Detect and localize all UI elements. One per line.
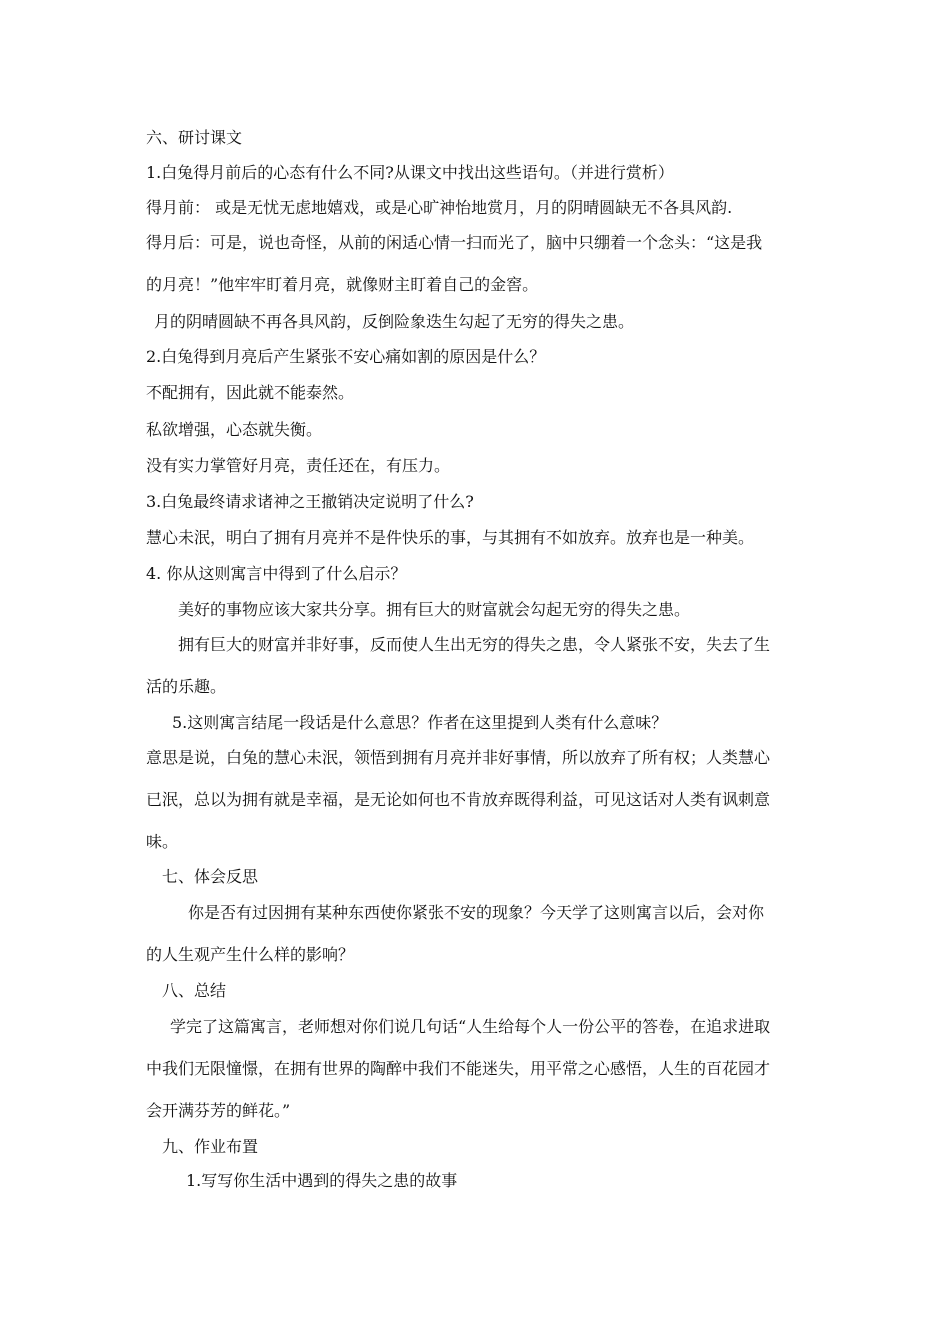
answer-line: 没有实力掌管好月亮，责任还在，有压力。	[146, 456, 451, 475]
reflection-line: 你是否有过因拥有某种东西使你紧张不安的现象？今天学了这则寓言以后，会对你	[188, 903, 765, 922]
question-2: 2.白兔得到月亮后产生紧张不安心痛如割的原因是什么？	[146, 347, 546, 366]
question-5: 5.这则寓言结尾一段话是什么意思？作者在这里提到人类有什么意味？	[172, 713, 668, 732]
answer-line: 不配拥有，因此就不能泰然。	[146, 383, 355, 402]
section-heading-9: 九、作业布置	[162, 1137, 259, 1156]
summary-line: 会开满芬芳的鲜花。”	[146, 1101, 291, 1120]
answer-line: 美好的事物应该大家共分享。拥有巨大的财富就会勾起无穷的得失之患。	[178, 600, 691, 619]
section-heading-7: 七、体会反思	[162, 867, 259, 886]
answer-line: 私欲增强，心态就失衡。	[146, 420, 323, 439]
answer-line: 月的阴晴圆缺不再各具风韵，反倒险象迭生勾起了无穷的得失之患。	[154, 312, 635, 331]
answer-line: 味。	[146, 832, 179, 851]
answer-line: 已泯，总以为拥有就是幸福，是无论如何也不肯放弃既得利益，可见这话对人类有讽刺意	[146, 790, 771, 809]
section-heading-8: 八、总结	[162, 981, 227, 1000]
answer-line: 的月亮！”他牢牢盯着月亮，就像财主盯着自己的金窖。	[146, 275, 539, 294]
summary-line: 中我们无限憧憬，在拥有世界的陶醉中我们不能迷失，用平常之心感悟，人生的百花园才	[146, 1059, 771, 1078]
answer-line: 意思是说，白兔的慧心未泯，领悟到拥有月亮并非好事情，所以放弃了所有权；人类慧心	[146, 748, 771, 767]
answer-line: 活的乐趣。	[146, 677, 227, 696]
answer-line: 得月后：可是，说也奇怪，从前的闲适心情一扫而光了，脑中只绷着一个念头：“这是我	[146, 233, 763, 252]
summary-line: 学完了这篇寓言，老师想对你们说几句话“人生给每个人一份公平的答卷，在追求进取	[170, 1017, 771, 1036]
question-1: 1.白兔得月前后的心态有什么不同?从课文中找出这些语句。（并进行赏析）	[146, 163, 674, 182]
question-4: 4. 你从这则寓言中得到了什么启示？	[146, 564, 407, 583]
homework-item-1: 1.写写你生活中遇到的得失之患的故事	[186, 1171, 458, 1190]
answer-line: 拥有巨大的财富并非好事，反而使人生出无穷的得失之患，令人紧张不安，失去了生	[178, 635, 771, 654]
answer-line: 得月前： 或是无忧无虑地嬉戏，或是心旷神怡地赏月，月的阴晴圆缺无不各具风韵.	[146, 198, 733, 217]
question-3: 3.白兔最终请求诸神之王撤销决定说明了什么?	[146, 492, 474, 511]
answer-line: 慧心未泯，明白了拥有月亮并不是件快乐的事，与其拥有不如放弃。放弃也是一种美。	[146, 528, 755, 547]
reflection-line: 的人生观产生什么样的影响？	[146, 945, 355, 964]
section-heading-6: 六、研讨课文	[146, 128, 243, 147]
